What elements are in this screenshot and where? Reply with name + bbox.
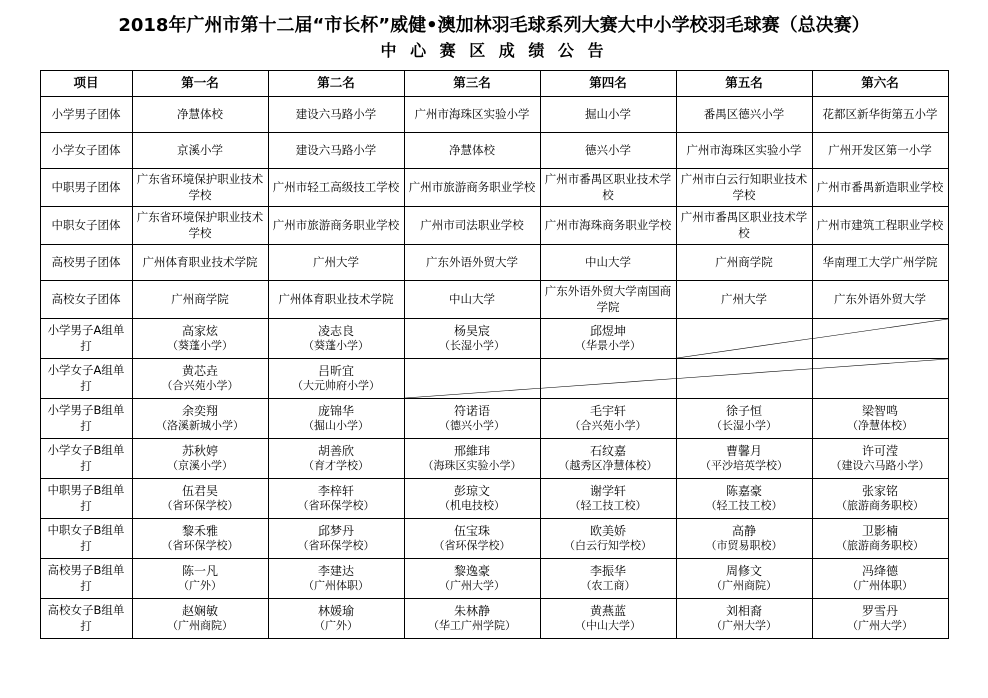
table-row bbox=[40, 439, 948, 479]
athlete-school: （中山大学） bbox=[575, 619, 641, 633]
athlete-name: 伍宝珠 bbox=[453, 524, 490, 539]
athlete-name: 石纹嘉 bbox=[589, 444, 626, 459]
column-header-rank1: 第一名 bbox=[132, 71, 268, 97]
result-cell bbox=[676, 439, 812, 479]
athlete-name: 凌志良 bbox=[317, 324, 354, 339]
result-cell: 广州市旅游商务职业学校 bbox=[404, 169, 540, 207]
result-cell: 广州市旅游商务职业学校 bbox=[268, 207, 404, 245]
result-cell bbox=[132, 599, 268, 639]
result-cell: 中山大学 bbox=[404, 281, 540, 319]
result-cell bbox=[268, 359, 404, 399]
athlete-name: 李振华 bbox=[589, 564, 626, 579]
result-cell bbox=[404, 519, 540, 559]
result-cell: 掘山小学 bbox=[540, 97, 676, 133]
event-name-cell: 高校男子B组单打 bbox=[40, 559, 132, 599]
table-row bbox=[40, 281, 948, 319]
athlete-name: 黄燕蓝 bbox=[589, 604, 626, 619]
column-header-rank5: 第五名 bbox=[676, 71, 812, 97]
result-cell bbox=[540, 399, 676, 439]
athlete-school: （广州体职） bbox=[303, 579, 369, 593]
athlete-school: （华工广州学院） bbox=[428, 619, 516, 633]
athlete-school: （建设六马路小学） bbox=[830, 459, 930, 473]
table-body bbox=[40, 97, 948, 639]
event-name-cell: 中职男子B组单打 bbox=[40, 479, 132, 519]
result-cell: 广东省环境保护职业技术学校 bbox=[132, 169, 268, 207]
result-cell bbox=[812, 439, 948, 479]
result-cell bbox=[132, 439, 268, 479]
athlete-name: 许可滢 bbox=[861, 444, 898, 459]
result-cell: 广州体育职业技术学院 bbox=[268, 281, 404, 319]
result-cell: 广州商学院 bbox=[132, 281, 268, 319]
athlete-name: 胡善欣 bbox=[317, 444, 354, 459]
table-row bbox=[40, 319, 948, 359]
event-name-cell: 中职男子团体 bbox=[40, 169, 132, 207]
column-header-event: 项目 bbox=[40, 71, 132, 97]
athlete-school: （农工商） bbox=[580, 579, 636, 593]
result-cell: 广州体育职业技术学院 bbox=[132, 245, 268, 281]
table-row bbox=[40, 399, 948, 439]
athlete-name: 高家炫 bbox=[181, 324, 218, 339]
athlete-school: （广外） bbox=[178, 579, 222, 593]
athlete-name: 伍君昊 bbox=[181, 484, 218, 499]
athlete-school: （育才学校） bbox=[303, 459, 369, 473]
athlete-school: （省环保学校） bbox=[161, 539, 239, 553]
result-cell: 中山大学 bbox=[540, 245, 676, 281]
athlete-name: 邢維玮 bbox=[453, 444, 490, 459]
result-cell bbox=[812, 479, 948, 519]
athlete-school: （轻工技工校） bbox=[569, 499, 647, 513]
event-name-cell: 小学女子团体 bbox=[40, 133, 132, 169]
athlete-school: （洛溪新城小学） bbox=[156, 419, 244, 433]
result-cell: 广州市番禺新造职业学校 bbox=[812, 169, 948, 207]
result-cell: 广州开发区第一小学 bbox=[812, 133, 948, 169]
athlete-school: （平沙培英学校） bbox=[700, 459, 788, 473]
athlete-school: （机电技校） bbox=[439, 499, 505, 513]
result-cell: 广州大学 bbox=[676, 281, 812, 319]
athlete-school: （广外） bbox=[314, 619, 358, 633]
page-title: 2018年广州市第十二届“市长杯”威健•澳加林羽毛球系列大赛大中小学校羽毛球赛（总决赛） bbox=[118, 15, 870, 36]
empty-placement-cell bbox=[812, 359, 948, 399]
athlete-school: （广州大学） bbox=[711, 619, 777, 633]
result-cell bbox=[676, 399, 812, 439]
athlete-school: （广州体职） bbox=[847, 579, 913, 593]
result-cell bbox=[540, 319, 676, 359]
result-cell bbox=[812, 519, 948, 559]
athlete-name: 罗雪丹 bbox=[861, 604, 898, 619]
athlete-name: 黎逸豪 bbox=[453, 564, 490, 579]
athlete-school: （省环保学校） bbox=[433, 539, 511, 553]
event-name-cell: 小学女子A组单打 bbox=[40, 359, 132, 399]
athlete-school: （旅游商务职校） bbox=[836, 499, 924, 513]
result-cell: 广州市海珠区实验小学 bbox=[404, 97, 540, 133]
result-cell: 广州大学 bbox=[268, 245, 404, 281]
result-cell bbox=[268, 599, 404, 639]
empty-placement-cell bbox=[540, 359, 676, 399]
result-cell bbox=[540, 559, 676, 599]
result-cell bbox=[268, 439, 404, 479]
athlete-name: 朱林静 bbox=[453, 604, 490, 619]
athlete-name: 高静 bbox=[731, 524, 756, 539]
athlete-name: 曹馨月 bbox=[725, 444, 762, 459]
athlete-name: 符诺语 bbox=[453, 404, 490, 419]
result-cell: 广州市番禺区职业技术学校 bbox=[676, 207, 812, 245]
result-cell bbox=[404, 319, 540, 359]
event-name-cell: 高校男子团体 bbox=[40, 245, 132, 281]
result-cell bbox=[540, 599, 676, 639]
athlete-school: （旅游商务职校） bbox=[836, 539, 924, 553]
athlete-school: （海珠区实验小学） bbox=[422, 459, 522, 473]
table-header-row bbox=[40, 71, 948, 97]
result-cell bbox=[132, 399, 268, 439]
athlete-name: 陈嘉豪 bbox=[725, 484, 762, 499]
athlete-school: （广州商院） bbox=[711, 579, 777, 593]
result-cell: 广州市建筑工程职业学校 bbox=[812, 207, 948, 245]
athlete-name: 徐子恒 bbox=[725, 404, 762, 419]
athlete-school: （大元帅府小学） bbox=[292, 379, 380, 393]
athlete-school: （葵蓬小学） bbox=[167, 339, 233, 353]
page-subtitle: 中 心 赛 区 成 绩 公 告 bbox=[380, 41, 608, 61]
result-cell: 德兴小学 bbox=[540, 133, 676, 169]
athlete-school: （省环保学校） bbox=[297, 539, 375, 553]
result-cell bbox=[404, 479, 540, 519]
result-cell bbox=[404, 599, 540, 639]
athlete-name: 冯绛德 bbox=[861, 564, 898, 579]
event-name-cell: 小学男子团体 bbox=[40, 97, 132, 133]
event-name-cell: 中职女子B组单打 bbox=[40, 519, 132, 559]
empty-placement-cell bbox=[676, 319, 812, 359]
result-cell bbox=[540, 479, 676, 519]
result-cell: 广东省环境保护职业技术学校 bbox=[132, 207, 268, 245]
athlete-school: （葵蓬小学） bbox=[303, 339, 369, 353]
result-cell bbox=[132, 479, 268, 519]
column-header-rank4: 第四名 bbox=[540, 71, 676, 97]
result-cell: 广东外语外贸大学 bbox=[812, 281, 948, 319]
result-cell: 广东外语外贸大学 bbox=[404, 245, 540, 281]
result-cell: 净慧体校 bbox=[132, 97, 268, 133]
table-row bbox=[40, 245, 948, 281]
athlete-name: 苏秋婷 bbox=[181, 444, 218, 459]
athlete-name: 林媛瑜 bbox=[317, 604, 354, 619]
result-cell: 广州市番禺区职业技术学校 bbox=[540, 169, 676, 207]
athlete-name: 李梓轩 bbox=[317, 484, 354, 499]
table-row bbox=[40, 169, 948, 207]
result-cell bbox=[132, 359, 268, 399]
athlete-name: 毛宇轩 bbox=[589, 404, 626, 419]
athlete-school: （净慧体校） bbox=[847, 419, 913, 433]
athlete-name: 吕昕宜 bbox=[317, 364, 354, 379]
table-row bbox=[40, 97, 948, 133]
athlete-school: （广州大学） bbox=[847, 619, 913, 633]
empty-placement-cell bbox=[404, 359, 540, 399]
result-cell: 广东外语外贸大学南国商学院 bbox=[540, 281, 676, 319]
athlete-name: 周修文 bbox=[725, 564, 762, 579]
result-cell: 京溪小学 bbox=[132, 133, 268, 169]
result-cell: 广州市司法职业学校 bbox=[404, 207, 540, 245]
athlete-school: （市贸易职校） bbox=[705, 539, 783, 553]
result-cell bbox=[268, 479, 404, 519]
result-cell: 建设六马路小学 bbox=[268, 133, 404, 169]
result-cell: 净慧体校 bbox=[404, 133, 540, 169]
athlete-name: 黎禾雅 bbox=[181, 524, 218, 539]
event-name-cell: 小学男子A组单打 bbox=[40, 319, 132, 359]
result-cell: 广州市轻工高级技工学校 bbox=[268, 169, 404, 207]
result-cell bbox=[268, 559, 404, 599]
athlete-name: 卫影楠 bbox=[861, 524, 898, 539]
athlete-name: 欧美娇 bbox=[589, 524, 626, 539]
athlete-school: （白云行知学校） bbox=[564, 539, 652, 553]
results-table bbox=[40, 70, 949, 639]
athlete-name: 赵娴敏 bbox=[181, 604, 218, 619]
result-cell bbox=[404, 559, 540, 599]
athlete-name: 彭琼文 bbox=[453, 484, 490, 499]
athlete-name: 张家铭 bbox=[861, 484, 898, 499]
athlete-school: （轻工技工校） bbox=[705, 499, 783, 513]
result-cell bbox=[132, 559, 268, 599]
empty-placement-cell bbox=[812, 319, 948, 359]
athlete-school: （长湿小学） bbox=[439, 339, 505, 353]
athlete-school: （华景小学） bbox=[575, 339, 641, 353]
table-row bbox=[40, 519, 948, 559]
athlete-school: （广州大学） bbox=[439, 579, 505, 593]
table-row bbox=[40, 359, 948, 399]
athlete-school: （京溪小学） bbox=[167, 459, 233, 473]
table-row bbox=[40, 133, 948, 169]
result-cell: 广州市白云行知职业技术学校 bbox=[676, 169, 812, 207]
athlete-name: 刘相裔 bbox=[725, 604, 762, 619]
result-cell: 建设六马路小学 bbox=[268, 97, 404, 133]
column-header-rank6: 第六名 bbox=[812, 71, 948, 97]
result-cell bbox=[812, 599, 948, 639]
column-header-rank2: 第二名 bbox=[268, 71, 404, 97]
result-cell bbox=[404, 439, 540, 479]
athlete-school: （省环保学校） bbox=[161, 499, 239, 513]
result-cell bbox=[540, 439, 676, 479]
athlete-name: 邱煜坤 bbox=[589, 324, 626, 339]
athlete-name: 梁智鸣 bbox=[861, 404, 898, 419]
table-row bbox=[40, 479, 948, 519]
athlete-school: （广州商院） bbox=[167, 619, 233, 633]
athlete-school: （掘山小学） bbox=[303, 419, 369, 433]
event-name-cell: 高校女子团体 bbox=[40, 281, 132, 319]
athlete-name: 谢学轩 bbox=[589, 484, 626, 499]
event-name-cell: 中职女子团体 bbox=[40, 207, 132, 245]
athlete-name: 黄芯垚 bbox=[181, 364, 218, 379]
table-row bbox=[40, 207, 948, 245]
result-cell bbox=[676, 519, 812, 559]
result-cell bbox=[268, 519, 404, 559]
athlete-school: （合兴苑小学） bbox=[569, 419, 647, 433]
result-cell bbox=[268, 399, 404, 439]
result-cell: 华南理工大学广州学院 bbox=[812, 245, 948, 281]
athlete-school: （省环保学校） bbox=[297, 499, 375, 513]
result-cell bbox=[812, 559, 948, 599]
event-name-cell: 小学男子B组单打 bbox=[40, 399, 132, 439]
athlete-school: （长湿小学） bbox=[711, 419, 777, 433]
result-cell bbox=[132, 519, 268, 559]
result-cell bbox=[268, 319, 404, 359]
athlete-school: （越秀区净慧体校） bbox=[558, 459, 658, 473]
empty-placement-cell bbox=[676, 359, 812, 399]
result-cell: 广州商学院 bbox=[676, 245, 812, 281]
athlete-name: 杨昊宸 bbox=[453, 324, 490, 339]
result-cell bbox=[404, 399, 540, 439]
athlete-name: 庞锦华 bbox=[317, 404, 354, 419]
event-name-cell: 小学女子B组单打 bbox=[40, 439, 132, 479]
result-cell: 番禺区德兴小学 bbox=[676, 97, 812, 133]
athlete-name: 邱梦丹 bbox=[317, 524, 354, 539]
athlete-school: （合兴苑小学） bbox=[161, 379, 239, 393]
result-cell bbox=[812, 399, 948, 439]
table-row bbox=[40, 559, 948, 599]
athlete-name: 陈一凡 bbox=[181, 564, 218, 579]
athlete-name: 李建达 bbox=[317, 564, 354, 579]
result-cell bbox=[676, 479, 812, 519]
result-cell: 广州市海珠商务职业学校 bbox=[540, 207, 676, 245]
result-cell bbox=[676, 599, 812, 639]
result-cell: 广州市海珠区实验小学 bbox=[676, 133, 812, 169]
athlete-name: 余奕翔 bbox=[181, 404, 218, 419]
table-row bbox=[40, 599, 948, 639]
event-name-cell: 高校女子B组单打 bbox=[40, 599, 132, 639]
athlete-school: （德兴小学） bbox=[439, 419, 505, 433]
result-cell bbox=[540, 519, 676, 559]
column-header-rank3: 第三名 bbox=[404, 71, 540, 97]
result-cell bbox=[132, 319, 268, 359]
result-cell: 花都区新华街第五小学 bbox=[812, 97, 948, 133]
result-cell bbox=[676, 559, 812, 599]
